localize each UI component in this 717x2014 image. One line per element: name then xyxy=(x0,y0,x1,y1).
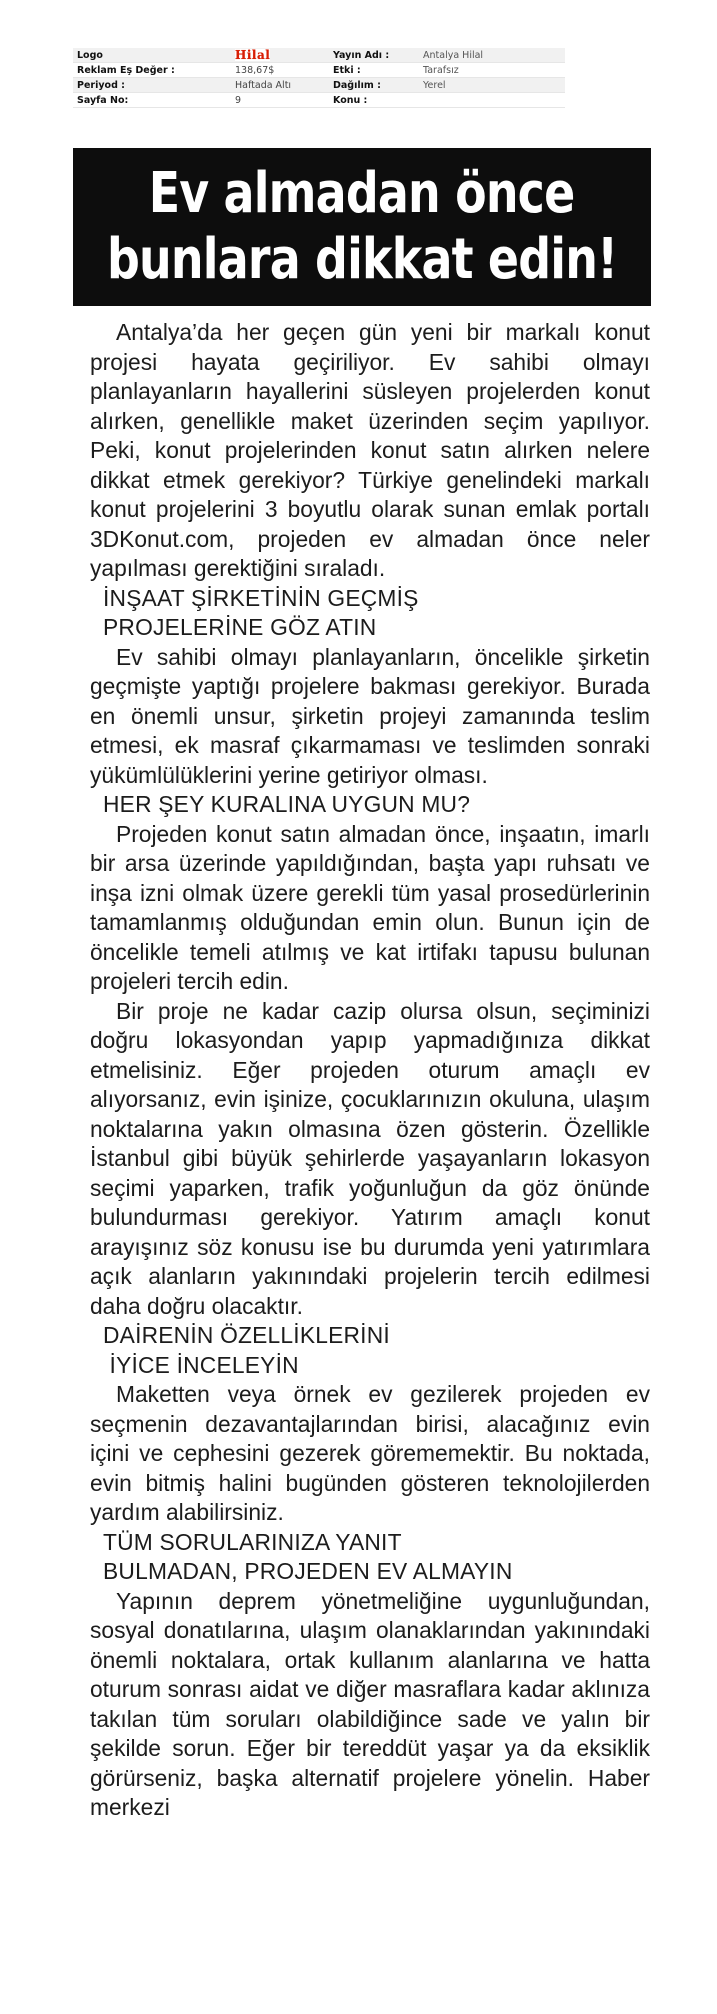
subheading-4-line-2: BULMADAN, PROJEDEN EV ALMAYIN xyxy=(103,1558,513,1584)
meta-row-4 xyxy=(73,93,565,108)
hilal-logo: Hilal xyxy=(235,47,271,62)
topic-label: Konu : xyxy=(329,93,419,108)
effect-value: Tarafsız xyxy=(419,63,565,78)
page-label: Sayfa No: xyxy=(73,93,231,108)
meta-row-1 xyxy=(73,48,565,63)
period-label: Periyod : xyxy=(73,78,231,93)
article-paragraph-1: Ev sahibi olmayı planlayanların, öncelikle şirketin geçmişte yaptığı projelere bakması gerekiyor. Burada en önemli unsur, şirketin projeyi zamanında teslim etmesi, ek masraf çıkarmaması ve teslimden sonraki yükümlülüklerini yerine getiriyor olması. xyxy=(90,643,650,788)
logo-label: Logo xyxy=(73,48,231,63)
article-paragraph-5: Yapının deprem yönetmeliğine uygunluğundan, sosyal donatılarına, ulaşım olanaklarından yakınındaki önemli noktalara, ortak kullanım alanlarına ve hatta oturum sonrası aidat ve diğer masraflara kadar aklınıza takılan tüm soruları olabildiğince sade ve yalın bir şekilde sorun. Eğer bir tereddüt yaşar ya da eksiklik görürseniz, başka alternatif projelere yönelin. Haber merkezi xyxy=(90,1587,650,1820)
subheading-3-line-1: DAİRENİN ÖZELLİKLERİNİ xyxy=(103,1322,390,1348)
clipping-metadata-table xyxy=(73,48,565,108)
publication-label: Yayın Adı : xyxy=(329,48,419,63)
publication-value: Antalya Hilal xyxy=(419,48,565,63)
subheading-3-line-2: İYİCE İNCELEYİN xyxy=(103,1351,299,1378)
distribution-value: Yerel xyxy=(419,78,565,93)
article-body xyxy=(90,318,650,1823)
subheading-4-line-1: TÜM SORULARINIZA YANIT xyxy=(103,1528,402,1555)
ad-value-value: 138,67$ xyxy=(231,63,329,78)
article-paragraph-2: Projeden konut satın almadan önce, inşaatın, imarlı bir arsa üzerinde yapıldığından, başta yapı ruhsatı ve inşa izni olmak üzere gerekli tüm yasal prosedürlerinin tamamlanmış olduğundan emin olun. Bunun için de öncelikle temeli atılmış ve kat irtifakı tapusu bulunan projeleri tercih edin. xyxy=(90,820,650,994)
headline-line-1: Ev almadan önce xyxy=(149,161,575,226)
headline-line-2: bunlara dikkat edin! xyxy=(106,227,618,292)
ad-value-label: Reklam Eş Değer : xyxy=(73,63,231,78)
meta-row-3 xyxy=(73,78,565,93)
subheading-1-line-2: PROJELERİNE GÖZ ATIN xyxy=(103,614,377,640)
article-intro: Antalya’da her geçen gün yeni bir markalı konut projesi hayata geçiriliyor. Ev sahibi olmayı planlayanların hayallerini süsleyen projelerden konut alırken, genellikle maket üzerinden seçim yapılıyor. Peki, konut projelerinden konut satın alırken nelere dikkat etmek gerekiyor? Türkiye genelindeki markalı konut projelerini 3 boyutlu olarak sunan emlak portalı 3DKonut.com, projeden ev almadan önce neler yapılması gerektiğini sıraladı. xyxy=(90,319,650,581)
subheading-1-line-1: İNŞAAT ŞİRKETİNİN GEÇMİŞ xyxy=(103,584,419,611)
topic-value xyxy=(419,93,565,108)
article-paragraph-3: Bir proje ne kadar cazip olursa olsun, seçiminizi doğru lokasyondan yapıp yapmadığınıza dikkat etmelisiniz. Eğer projeden oturum amaçlı ev alıyorsanız, evin işinize, çocuklarınızın okuluna, ulaşım noktalarına yakın olmasına özen gösterin. Özellikle İstanbul gibi büyük şehirlerde yaşayanların lokasyon seçimi yaparken, trafik yoğunluğun da göz önünde bulundurması gerekiyor. Yatırım amaçlı konut arayışınız söz konusu ise bu durumda yeni yatırımlara açık alanların yakınındaki projelerin tercih edilmesi daha doğru olacaktır. xyxy=(90,997,650,1319)
page-value: 9 xyxy=(231,93,329,108)
article-paragraph-4: Maketten veya örnek ev gezilerek projeden ev seçmenin dezavantajlarından birisi, alacağınız evin içini ve cephesini gezerek görememektir. Bu noktada, evin bitmiş halini bugünden gösteren teknolojilerden yardım alabilirsiniz. xyxy=(90,1381,650,1525)
effect-label: Etki : xyxy=(329,63,419,78)
publication-logo xyxy=(231,48,329,63)
subheading-2: HER ŞEY KURALINA UYGUN MU? xyxy=(103,791,471,817)
distribution-label: Dağılım : xyxy=(329,78,419,93)
meta-row-2 xyxy=(73,63,565,78)
headline-banner xyxy=(73,148,651,306)
period-value: Haftada Altı xyxy=(231,78,329,93)
